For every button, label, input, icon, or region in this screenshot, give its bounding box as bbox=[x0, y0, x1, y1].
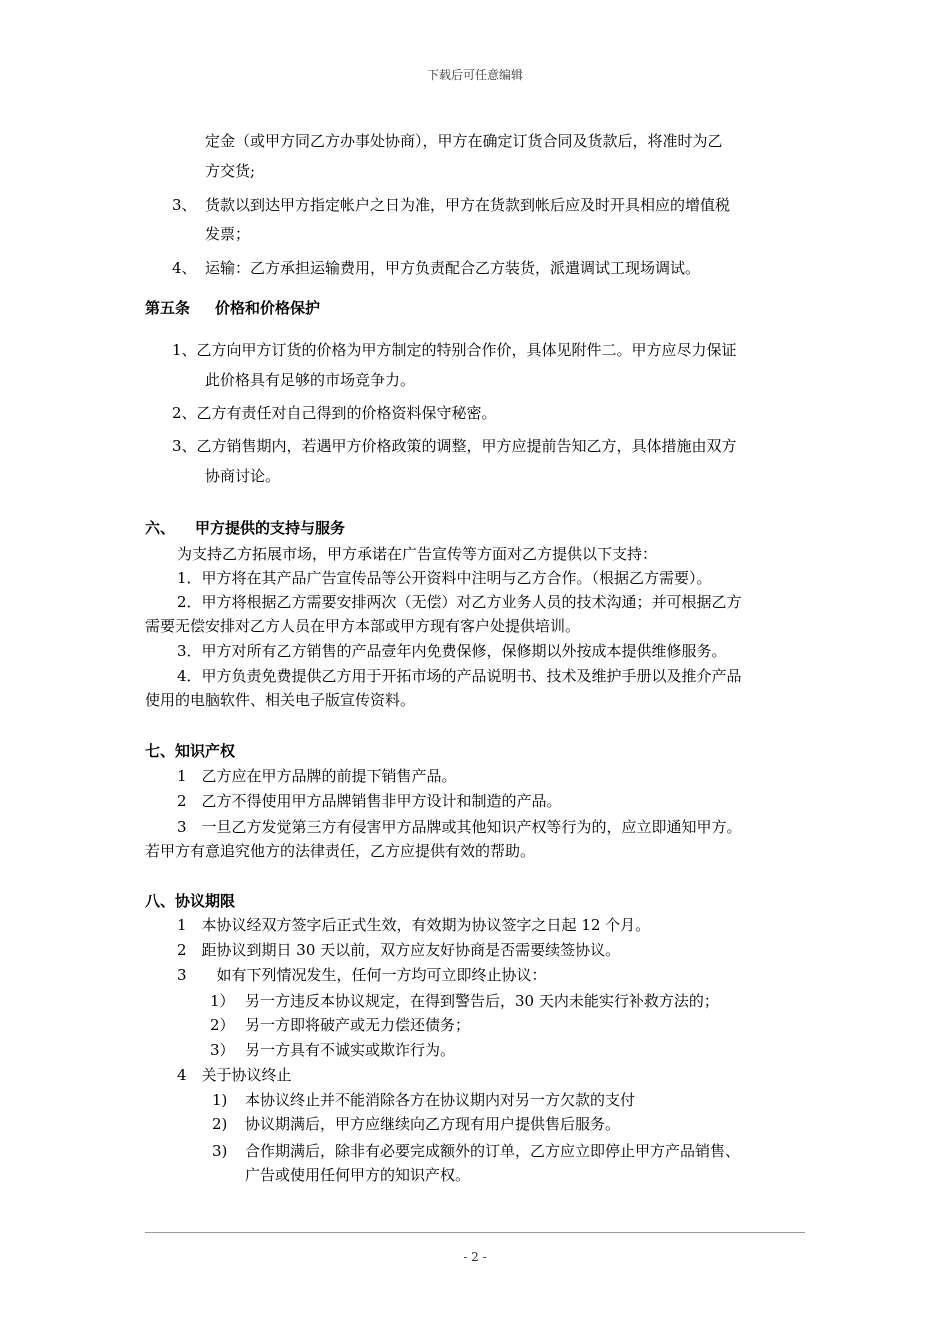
s6-title: 甲方提供的支持与服务 bbox=[195, 519, 346, 537]
s6-item1: 1．甲方将在其产品广告宣传品等公开资料中注明与乙方合作。（根据乙方需要）。 bbox=[177, 569, 712, 587]
s8-item3-sub1: 另一方违反本协议规定，在得到警告后，30 天内未能实行补救方法的； bbox=[245, 992, 719, 1010]
s8-item4-sub3-line1: 合作期满后，除非有必要完成额外的订单，乙方应立即停止甲方产品销售、 bbox=[245, 1142, 741, 1160]
s8-item3: 3 如有下列情况发生，任何一方均可立即终止协议： bbox=[177, 966, 547, 984]
s4-item3-line2: 发票； bbox=[205, 225, 251, 243]
s8-item3-sub2-num: 2） bbox=[210, 1016, 235, 1034]
s8-item3-sub1-num: 1） bbox=[210, 992, 235, 1010]
s8-item3-sub3: 另一方具有不诚实或欺诈行为。 bbox=[245, 1041, 456, 1059]
s7-title: 七、知识产权 bbox=[145, 742, 236, 760]
s5-title: 价格和价格保护 bbox=[215, 299, 321, 317]
s8-item4-sub3-line2: 广告或使用任何甲方的知识产权。 bbox=[245, 1166, 471, 1184]
footer-divider bbox=[145, 1232, 805, 1233]
s5-item3-line1: 3、乙方销售期内，若遇甲方价格政策的调整，甲方应提前告知乙方，具体措施由双方 bbox=[172, 437, 737, 455]
s6-item2-line1: 2．甲方将根据乙方需要安排两次（无偿）对乙方业务人员的技术沟通；并可根据乙方 bbox=[177, 593, 742, 611]
s6-item4-line2: 使用的电脑软件、相关电子版宣传资料。 bbox=[145, 691, 416, 709]
s5-item1-line1: 1、乙方向甲方订货的价格为甲方制定的特别合作价，具体见附件二。甲方应尽力保证 bbox=[172, 341, 737, 359]
s8-item4-sub2-num: 2) bbox=[212, 1115, 228, 1133]
s6-number: 六、 bbox=[145, 519, 176, 537]
s6-item3: 3．甲方对所有乙方销售的产品壹年内免费保修，保修期以外按成本提供维修服务。 bbox=[177, 642, 727, 660]
s6-intro: 为支持乙方拓展市场，甲方承诺在广告宣传等方面对乙方提供以下支持： bbox=[177, 545, 658, 563]
s7-item2: 2 乙方不得使用甲方品牌销售非甲方设计和制造的产品。 bbox=[177, 792, 562, 810]
page-number: - 2 - bbox=[463, 1250, 487, 1264]
s8-item4-sub1: 本协议终止并不能消除各方在协议期内对另一方欠款的支付 bbox=[245, 1091, 636, 1109]
s4-item4-num: 4、 bbox=[172, 259, 197, 277]
s5-number: 第五条 bbox=[145, 299, 191, 317]
s7-item3-line2: 若甲方有意追究他方的法律责任，乙方应提供有效的帮助。 bbox=[145, 842, 536, 860]
s8-item4-sub1-num: 1) bbox=[212, 1091, 228, 1109]
s8-item4-sub3-num: 3) bbox=[212, 1142, 228, 1160]
s6-item2-line2: 需要无偿安排对乙方人员在甲方本部或甲方现有客户处提供培训。 bbox=[145, 617, 581, 635]
s8-item2: 2 距协议到期日 30 天以前，双方应友好协商是否需要续签协议。 bbox=[177, 941, 621, 959]
s8-title: 八、协议期限 bbox=[145, 892, 236, 910]
s8-item3-sub2: 另一方即将破产或无力偿还债务； bbox=[245, 1016, 471, 1034]
s5-item1-line2: 此价格具有足够的市场竞争力。 bbox=[205, 371, 416, 389]
s4-item2-line1: 定金（或甲方同乙方办事处协商），甲方在确定订货合同及货款后，将准时为乙 bbox=[205, 132, 723, 150]
s7-item1: 1 乙方应在甲方品牌的前提下销售产品。 bbox=[177, 767, 457, 785]
s8-item4: 4 关于协议终止 bbox=[177, 1066, 292, 1084]
s8-item1: 1 本协议经双方签字后正式生效，有效期为协议签字之日起 12 个月。 bbox=[177, 916, 651, 934]
s5-item3-line2: 协商讨论。 bbox=[205, 467, 281, 485]
s6-item4-line1: 4．甲方负责免费提供乙方用于开拓市场的产品说明书、技术及维护手册以及推介产品 bbox=[177, 667, 742, 685]
s7-item3-line1: 3 一旦乙方发觉第三方有侵害甲方品牌或其他知识产权等行为的，应立即通知甲方。 bbox=[177, 818, 742, 836]
s8-item3-sub3-num: 3） bbox=[210, 1041, 235, 1059]
s4-item3-line1: 货款以到达甲方指定帐户之日为准，甲方在货款到帐后应及时开具相应的增值税 bbox=[205, 196, 731, 214]
s8-item4-sub2: 协议期满后，甲方应继续向乙方现有用户提供售后服务。 bbox=[245, 1115, 621, 1133]
page-header: 下载后可任意编辑 bbox=[426, 68, 523, 82]
s4-item2-line2: 方交货; bbox=[205, 162, 256, 180]
s4-item3-num: 3、 bbox=[172, 196, 197, 214]
s5-item2-line1: 2、乙方有责任对自己得到的价格资料保守秘密。 bbox=[172, 404, 497, 422]
s4-item4-line1: 运输：乙方承担运输费用，甲方负责配合乙方装货，派遣调试工现场调试。 bbox=[205, 259, 701, 277]
